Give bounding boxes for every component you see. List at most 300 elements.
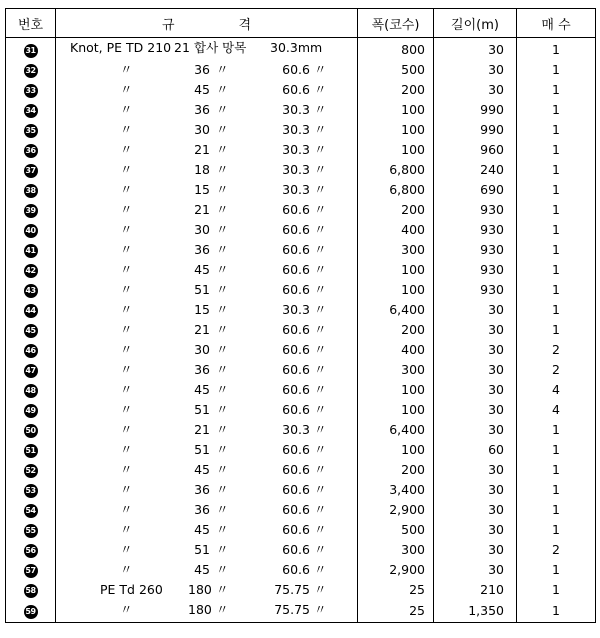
circled-number: 42 [24,264,38,278]
ditto-mark: 〃 [216,502,229,517]
ditto-mark: 〃 [314,382,327,397]
cell-spec [56,240,358,260]
spec-mesh: 30.3 [282,302,310,317]
spec-mesh: 60.6 [282,242,310,257]
cell-length: 30 [434,560,517,580]
ditto-mark: 〃 [120,62,133,77]
cell-length: 30 [434,420,517,440]
cell-width: 800 [358,38,434,61]
cell-no [6,280,56,300]
cell-count: 1 [517,440,596,460]
spec-ply: 45 [194,82,210,97]
cell-width: 100 [358,100,434,120]
circled-number: 46 [24,344,38,358]
ditto-mark: 〃 [120,162,133,177]
table-body [6,38,596,623]
cell-no [6,380,56,400]
cell-length: 30 [434,300,517,320]
ditto-mark: 〃 [314,102,327,117]
circled-number: 44 [24,304,38,318]
spec-ply: 51 [194,442,210,457]
cell-no [6,520,56,540]
ditto-mark: 〃 [216,602,229,617]
cell-no [6,400,56,420]
table-row [6,340,596,360]
cell-spec [56,300,358,320]
cell-spec [56,260,358,280]
cell-no [6,540,56,560]
cell-count: 1 [517,560,596,580]
table-row [6,80,596,100]
ditto-mark: 〃 [216,482,229,497]
cell-count: 1 [517,300,596,320]
header-width: 폭(코수) [358,9,434,38]
ditto-mark: 〃 [120,522,133,537]
cell-count: 1 [517,140,596,160]
spec-mesh: 60.6 [282,322,310,337]
table-row [6,200,596,220]
spec-sheet [5,8,595,628]
ditto-mark: 〃 [120,202,133,217]
spec-ply: 21 [174,40,190,55]
cell-count: 1 [517,180,596,200]
ditto-mark: 〃 [216,542,229,557]
cell-no [6,100,56,120]
cell-length: 930 [434,220,517,240]
cell-width: 100 [358,140,434,160]
ditto-mark: 〃 [216,182,229,197]
spec-mesh: 60.6 [282,562,310,577]
ditto-mark: 〃 [216,82,229,97]
ditto-mark: 〃 [314,462,327,477]
ditto-mark: 〃 [216,422,229,437]
ditto-mark: 〃 [314,122,327,137]
ditto-mark: 〃 [120,182,133,197]
cell-count: 1 [517,600,596,623]
ditto-mark: 〃 [216,162,229,177]
ditto-mark: 〃 [314,402,327,417]
table-row [6,400,596,420]
ditto-mark: 〃 [216,142,229,157]
cell-length: 30 [434,360,517,380]
circled-number: 41 [24,244,38,258]
ditto-mark: 〃 [216,102,229,117]
cell-count: 1 [517,80,596,100]
ditto-mark: 〃 [120,222,133,237]
ditto-mark: 〃 [314,542,327,557]
cell-count: 1 [517,480,596,500]
cell-width: 300 [358,240,434,260]
ditto-mark: 〃 [120,562,133,577]
spec-ply: 180 [188,582,212,597]
cell-length: 240 [434,160,517,180]
spec-prefix: PE Td 260 [100,582,163,597]
circled-number: 57 [24,564,38,578]
cell-no [6,220,56,240]
ditto-mark: 〃 [314,342,327,357]
cell-spec [56,440,358,460]
spec-mesh: 60.6 [282,62,310,77]
cell-length: 30 [434,460,517,480]
ditto-mark: 〃 [120,342,133,357]
cell-no [6,60,56,80]
cell-spec [56,560,358,580]
cell-width: 3,400 [358,480,434,500]
cell-spec [56,140,358,160]
ditto-mark: 〃 [120,122,133,137]
cell-length: 30 [434,60,517,80]
cell-length: 30 [434,400,517,420]
ditto-mark: 〃 [216,522,229,537]
table-row [6,480,596,500]
header-length: 길이(m) [434,9,517,38]
header-spec-right: 격 [238,17,252,33]
ditto-mark: 〃 [314,362,327,377]
cell-no [6,360,56,380]
table-row [6,120,596,140]
ditto-mark: 〃 [120,462,133,477]
cell-width: 6,800 [358,180,434,200]
ditto-mark: 〃 [314,482,327,497]
cell-count: 1 [517,120,596,140]
spec-ply: 21 [194,142,210,157]
cell-count: 1 [517,100,596,120]
spec-mesh: 60.6 [282,542,310,557]
cell-length: 930 [434,240,517,260]
spec-ply: 36 [194,482,210,497]
cell-no [6,560,56,580]
cell-width: 25 [358,580,434,600]
circled-number: 35 [24,124,38,138]
cell-length: 30 [434,500,517,520]
cell-no [6,200,56,220]
ditto-mark: 〃 [314,62,327,77]
cell-length: 30 [434,540,517,560]
cell-spec [56,380,358,400]
ditto-mark: 〃 [120,422,133,437]
cell-no [6,320,56,340]
ditto-mark: 〃 [314,502,327,517]
ditto-mark: 〃 [120,442,133,457]
spec-ply: 45 [194,522,210,537]
spec-mesh: 60.6 [282,342,310,357]
header-no: 번호 [6,9,56,38]
ditto-mark: 〃 [120,242,133,257]
cell-spec [56,340,358,360]
ditto-mark: 〃 [314,602,327,617]
cell-length: 30 [434,520,517,540]
spec-mesh: 30.3 [282,182,310,197]
cell-width: 2,900 [358,500,434,520]
circled-number: 45 [24,324,38,338]
cell-spec [56,38,358,61]
spec-ply: 21 [194,422,210,437]
spec-ply: 51 [194,402,210,417]
spec-mesh: 60.6 [282,222,310,237]
cell-width: 300 [358,540,434,560]
ditto-mark: 〃 [314,202,327,217]
ditto-mark: 〃 [120,502,133,517]
spec-mesh: 60.6 [282,362,310,377]
spec-ply: 30 [194,222,210,237]
cell-spec [56,320,358,340]
circled-number: 39 [24,204,38,218]
cell-length: 30 [434,340,517,360]
cell-no [6,80,56,100]
cell-width: 500 [358,520,434,540]
table-row [6,320,596,340]
cell-length: 30 [434,38,517,61]
cell-length: 30 [434,380,517,400]
spec-ply: 21 [194,202,210,217]
spec-ply: 18 [194,162,210,177]
spec-mesh: 30.3 [282,162,310,177]
cell-spec [56,180,358,200]
ditto-mark: 〃 [216,122,229,137]
ditto-mark: 〃 [314,242,327,257]
ditto-mark: 〃 [216,382,229,397]
cell-length: 930 [434,260,517,280]
cell-no [6,300,56,320]
cell-width: 6,400 [358,420,434,440]
spec-ply: 45 [194,262,210,277]
spec-ply: 45 [194,462,210,477]
cell-count: 1 [517,240,596,260]
cell-count: 1 [517,500,596,520]
ditto-mark: 〃 [314,422,327,437]
ditto-mark: 〃 [314,322,327,337]
ditto-mark: 〃 [216,222,229,237]
cell-width: 400 [358,220,434,240]
cell-no [6,500,56,520]
cell-count: 1 [517,38,596,61]
cell-count: 4 [517,380,596,400]
cell-count: 1 [517,420,596,440]
circled-number: 36 [24,144,38,158]
spec-ply: 51 [194,542,210,557]
cell-count: 1 [517,460,596,480]
spec-ply: 180 [188,602,212,617]
spec-mesh: 30.3 [282,142,310,157]
cell-no [6,120,56,140]
cell-no [6,160,56,180]
cell-count: 1 [517,220,596,240]
cell-length: 930 [434,200,517,220]
circled-number: 51 [24,444,38,458]
ditto-mark: 〃 [216,462,229,477]
spec-prefix: Knot, PE TD 210 [70,40,172,55]
ditto-mark: 〃 [314,162,327,177]
spec-mesh: 60.6 [282,522,310,537]
cell-no [6,460,56,480]
ditto-mark: 〃 [120,542,133,557]
cell-spec [56,280,358,300]
ditto-mark: 〃 [216,442,229,457]
circled-number: 33 [24,84,38,98]
cell-spec [56,540,358,560]
ditto-mark: 〃 [216,342,229,357]
cell-count: 2 [517,540,596,560]
cell-no [6,240,56,260]
cell-count: 1 [517,280,596,300]
table-row [6,600,596,623]
spec-mesh: 75.75 [274,582,310,597]
cell-spec [56,100,358,120]
circled-number: 47 [24,364,38,378]
circled-number: 50 [24,424,38,438]
ditto-mark: 〃 [216,262,229,277]
spec-ply: 36 [194,62,210,77]
spec-ply: 21 [194,322,210,337]
ditto-mark: 〃 [120,282,133,297]
cell-length: 60 [434,440,517,460]
spec-mesh: 60.6 [282,282,310,297]
cell-width: 300 [358,360,434,380]
cell-length: 210 [434,580,517,600]
table-row [6,38,596,61]
cell-spec [56,480,358,500]
cell-width: 200 [358,200,434,220]
cell-length: 30 [434,320,517,340]
ditto-mark: 〃 [314,142,327,157]
cell-width: 2,900 [358,560,434,580]
ditto-mark: 〃 [216,242,229,257]
ditto-mark: 〃 [216,582,229,597]
cell-length: 930 [434,280,517,300]
table-row [6,360,596,380]
table-row [6,580,596,600]
table-row [6,180,596,200]
cell-spec [56,80,358,100]
cell-width: 25 [358,600,434,623]
spec-mesh: 75.75 [274,602,310,617]
cell-spec [56,500,358,520]
circled-number: 49 [24,404,38,418]
table-row [6,380,596,400]
table-row [6,440,596,460]
circled-number: 52 [24,464,38,478]
spec-mesh: 30.3 [282,102,310,117]
circled-number: 48 [24,384,38,398]
ditto-mark: 〃 [314,522,327,537]
spec-ply: 15 [194,182,210,197]
cell-count: 4 [517,400,596,420]
cell-no [6,260,56,280]
table-row [6,260,596,280]
spec-ply: 30 [194,342,210,357]
cell-length: 990 [434,100,517,120]
spec-mesh: 60.6 [282,262,310,277]
cell-spec [56,400,358,420]
cell-spec [56,600,358,623]
header-spec-left: 규 [161,17,175,33]
spec-ply: 45 [194,562,210,577]
cell-width: 100 [358,380,434,400]
ditto-mark: 〃 [314,442,327,457]
circled-number: 32 [24,64,38,78]
spec-ply: 51 [194,282,210,297]
spec-mesh: 60.6 [282,202,310,217]
ditto-mark: 〃 [120,602,133,617]
cell-width: 500 [358,60,434,80]
ditto-mark: 〃 [120,362,133,377]
cell-count: 1 [517,580,596,600]
table-row [6,460,596,480]
cell-width: 100 [358,280,434,300]
spec-mesh: 60.6 [282,482,310,497]
spec-label: 합사 망목 [194,40,247,55]
cell-no [6,140,56,160]
spec-mesh: 60.6 [282,402,310,417]
cell-count: 2 [517,340,596,360]
ditto-mark: 〃 [120,382,133,397]
ditto-mark: 〃 [314,302,327,317]
header-row [6,9,596,38]
ditto-mark: 〃 [216,362,229,377]
circled-number: 40 [24,224,38,238]
cell-length: 690 [434,180,517,200]
ditto-mark: 〃 [120,82,133,97]
cell-length: 30 [434,80,517,100]
spec-mesh: 30.3mm [270,40,323,55]
header-spec [56,9,358,38]
table-row [6,300,596,320]
ditto-mark: 〃 [314,182,327,197]
ditto-mark: 〃 [314,282,327,297]
table-row [6,60,596,80]
cell-no [6,340,56,360]
ditto-mark: 〃 [120,142,133,157]
cell-count: 1 [517,520,596,540]
cell-width: 6,800 [358,160,434,180]
cell-count: 1 [517,260,596,280]
ditto-mark: 〃 [120,402,133,417]
table-row [6,280,596,300]
circled-number: 37 [24,164,38,178]
spec-ply: 45 [194,382,210,397]
cell-count: 1 [517,60,596,80]
ditto-mark: 〃 [314,262,327,277]
spec-table [5,8,596,623]
cell-count: 1 [517,200,596,220]
spec-mesh: 60.6 [282,82,310,97]
spec-ply: 36 [194,242,210,257]
ditto-mark: 〃 [314,562,327,577]
spec-mesh: 30.3 [282,422,310,437]
cell-no [6,440,56,460]
cell-no [6,480,56,500]
cell-spec [56,160,358,180]
cell-width: 100 [358,400,434,420]
cell-no [6,180,56,200]
cell-spec [56,580,358,600]
ditto-mark: 〃 [314,222,327,237]
cell-width: 200 [358,80,434,100]
table-row [6,520,596,540]
ditto-mark: 〃 [120,262,133,277]
cell-length: 960 [434,140,517,160]
circled-number: 31 [24,44,38,58]
table-row [6,100,596,120]
ditto-mark: 〃 [216,282,229,297]
circled-number: 56 [24,544,38,558]
cell-count: 2 [517,360,596,380]
cell-spec [56,60,358,80]
cell-width: 100 [358,120,434,140]
cell-spec [56,220,358,240]
spec-ply: 30 [194,122,210,137]
table-row [6,220,596,240]
